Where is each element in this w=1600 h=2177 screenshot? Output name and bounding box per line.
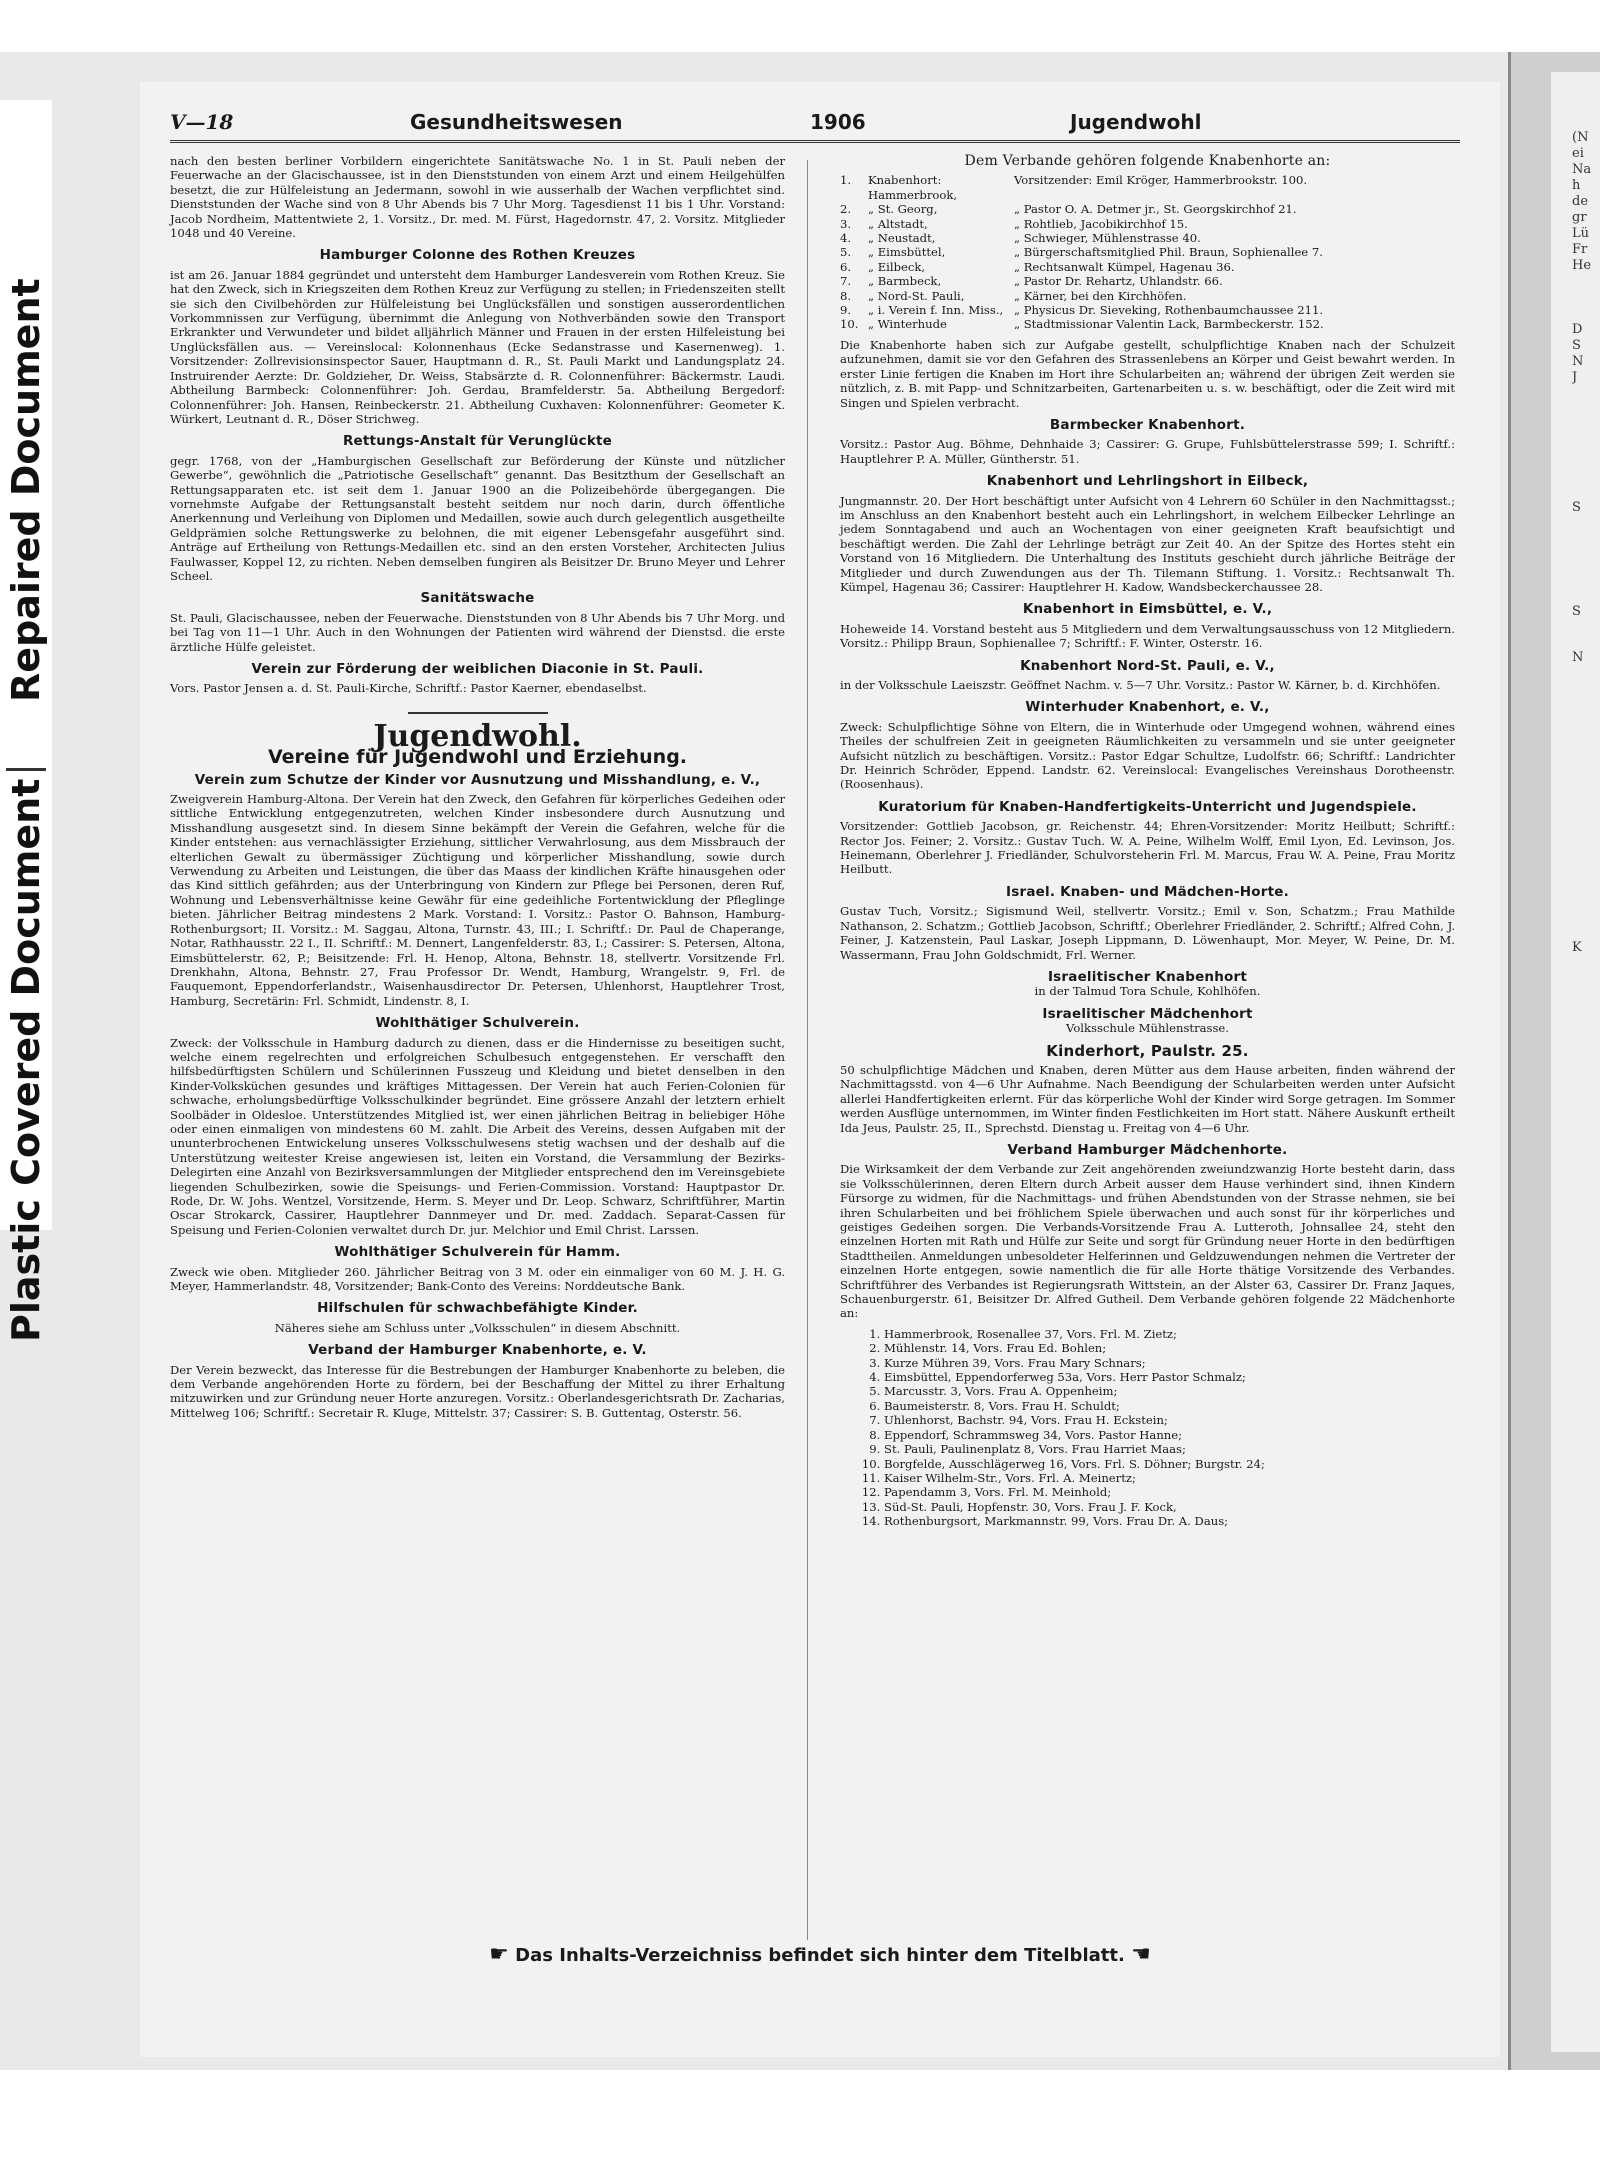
section-text: in der Volksschule Laeiszstr. Geöffnet Nachm. v. 5—7 Uhr. Vorsitz.: Pastor W. Kärner, b. d. Kirchhöfen.: [840, 678, 1441, 692]
section-name: Gesundheitswesen: [410, 110, 623, 134]
section-heading: Israel. Knaben- und Mädchen-Horte.: [1006, 883, 1289, 900]
pointing-hand-icon: ☛: [489, 1942, 509, 1967]
section-text: Gustav Tuch, Vorsitz.; Sigismund Weil, stellvertr. Vorsitz.; Emil v. Son, Schatzm.; Frau Mathilde Nathanson, 2. Schatzm.; Gottlieb Jacobson, Schriftf.; Oberlehrer Friedländer, 2. Schriftf.; Alfred Cohn, J. Feiner, J. Katzenstein, Paul Laskar, Joseph Lippmann, D. Löwenhaupt, Mor. Meyer, W. Peine, Dr. M. Wassermann, Frau John Goldschmidt, Frl. Werner.: [840, 904, 1455, 962]
section-heading: Israelitischer Mädchenhort: [1042, 1005, 1253, 1022]
adjacent-page-text: N: [1572, 650, 1584, 665]
section-text: 50 schulpflichtige Mädchen und Knaben, deren Mütter aus dem Hause arbeiten, finden während der Nachmittagsstd. von 4—6 Uhr Aufnahme. Nach Beendigung der Schularbeiten werden unter Aufsicht allerlei Handfertigkeiten erlernt. Für das körperliche Wohl der Kinder wird Sorge getragen. Im Sommer werden Ausflüge unternommen, im Winter finden Festlichkeiten im Hort statt. Nähere Auskunft ertheilt Ida Jeus, Paulstr. 25, II., Sprechstd. Dienstag u. Freitag von 4—6 Uhr.: [840, 1062, 1455, 1135]
adjacent-page-text: Lü: [1572, 226, 1590, 241]
section-divider: [408, 712, 548, 714]
section-heading: Wohlthätiger Schulverein.: [375, 1015, 580, 1032]
page-number: V—18: [170, 110, 234, 134]
adjacent-page-text: N: [1572, 354, 1584, 369]
adjacent-page-text: gr: [1572, 210, 1587, 225]
maedchenhorte-list: [840, 1327, 1455, 1529]
plastic-covered-label: Plastic Covered Document: [4, 778, 48, 1342]
list-item: 9. St. Pauli, Paulinenplatz 8, Vors. Frau Harriet Maas;: [884, 1442, 1455, 1456]
footer-text: Das Inhalts-Verzeichniss befindet sich hinter dem Titelblatt.: [515, 1945, 1125, 1966]
adjacent-page-text: D: [1572, 322, 1583, 337]
footer-notice: [230, 1942, 1410, 1967]
section-heading: Verband der Hamburger Knabenhorte, e. V.: [308, 1342, 647, 1359]
section-heading: Barmbecker Knabenhort.: [1049, 416, 1246, 433]
section-heading: Wohlthätiger Schulverein für Hamm.: [334, 1244, 621, 1261]
list-item: 2. „ St. Georg, „ Pastor O. A. Detmer jr., St. Georgskirchhof 21.: [840, 202, 1297, 217]
page-header: [170, 104, 1460, 143]
document-label-strip: [0, 100, 52, 1342]
label-divider: [6, 768, 46, 771]
left-column: [170, 154, 785, 1924]
section-text: Jungmannstr. 20. Der Hort beschäftigt unter Aufsicht von 4 Lehrern 60 Schüler in den Nachmittagsst.; im Anschluss an den Knabenhort besteht auch ein Lehrlingshort, in welchem Eilbecker Lehrlinge an jedem Sonntagabend und auch an Wochentagen von einer geeigneten Kraft beaufsichtigt und beschäftigt werden. Die Zahl der Lehrlinge beträgt zur Zeit 40. An der Spitze des Hortes steht ein Vorstand von 16 Mitgliedern. Die Unterhaltung des Instituts geschieht durch jährliche Beiträge der Mitglieder und durch Zuwendungen aus der Th. Tilemann Stiftung. 1. Vorsitz.: Rechtsanwalt Th. Kümpel, Hagenau 36; Cassirer: Hauptlehrer H. Kadow, Wandsbeckerchaussee 28.: [840, 493, 1455, 594]
adjacent-page-text: de: [1572, 194, 1589, 209]
section-text: Vorsitzender: Gottlieb Jacobson, gr. Reichenstr. 44; Ehren-Vorsitzender: Moritz Heilbutt; Schriftf.: Rector Jos. Feiner; 2. Vorsitz.: Gustav Tuch. W. A. Peine, Wilhelm Wolff, Emil Lyon, Ed. Levinson, Jos. Heinemann, Oberlehrer J. Friedländer, Schulvorsteherin Frl. M. Marcus, Frau W. A. Peine, Frau Moritz Heilbutt.: [840, 819, 1455, 877]
list-item: 5. Marcusstr. 3, Vors. Frau A. Oppenheim;: [884, 1384, 1455, 1398]
repaired-document-label: Repaired Document: [4, 278, 48, 702]
section-heading: Hilfschulen für schwachbefähigte Kinder.: [317, 1300, 638, 1317]
list-item: 9. „ i. Verein f. Inn. Miss., „ Physicus Dr. Sieveking, Rothenbaumchaussee 211.: [840, 303, 1324, 318]
year: 1906: [810, 110, 866, 134]
section-heading: Verein zum Schutze der Kinder vor Ausnutzung und Misshandlung, e. V.,: [194, 771, 761, 788]
list-item: 4. Eimsbüttel, Eppendorferweg 53a, Vors. Herr Pastor Schmalz;: [884, 1370, 1455, 1384]
section-heading: Verein zur Förderung der weiblichen Diaconie in St. Pauli.: [251, 661, 704, 677]
newspaper-page: [140, 82, 1500, 2057]
list-item: 10. „ Winterhude „ Stadtmissionar Valentin Lack, Barmbeckerstr. 152.: [840, 317, 1324, 332]
section-text: Vors. Pastor Jensen a. d. St. Pauli-Kirche, Schriftf.: Pastor Kaerner, ebendaselbst.: [170, 681, 647, 696]
adjacent-page-text: ei: [1572, 146, 1584, 161]
section-heading: Hamburger Colonne des Rothen Kreuzes: [319, 247, 636, 264]
adjacent-page-text: He: [1572, 258, 1592, 273]
section-text: Zweck: der Volksschule in Hamburg dadurch zu dienen, dass er die Hindernisse zu beseitigen sucht, welche einem regelrechten und erfolgreichen Schulbesuch entgegenstehen. Er verschafft den hilfsbedürftigsten Schülern und Schülerinnen Fusszeug und Kleidung und bietet denselben in den Kinder-Volksküchen gesundes und kräftiges Mittagessen. Der Verein hat auch Ferien-Colonien für schwache, erholungsbedürftige Volksschulkinder begründet. Eine grössere Anzahl der letztern erhielt Soolbäder in Oldesloe. Unterstützendes Mitglied ist, wer einen jährlichen Beitrag in beliebiger Höhe oder einen einmaligen von mindestens 60 M. zahlt. Die Arbeit des Vereins, dessen Aufgaben mit der ununterbrochenen Entwickelung unseres Volksschulwesens stetig wachsen und der deshalb auf die Unterstützung weitester Kreise angewiesen ist, leiten ein Vorstand, die Versammlung der Bezirks-Delegirten eine Anzahl von Bezirksversammlungen der Mitglieder entsprechend den im Vereinsgebiete liegenden Schulbezirken, sowie die Speisungs- und Ferien-Commission. Vorstand: Hauptpastor Dr. Rode, Dr. W. Johs. Wentzel, Vorsitzende, Herm. S. Meyer und Dr. Leop. Schwarz, Schriftführer, Martin Oscar Strokarck, Cassirer, Hauptlehrer Dannmeyer und Dr. med. Zaddach. Separat-Cassen für Speisung und Ferien-Colonien verwaltet durch Dr. jur. Melchior und Emil Christ. Larssen.: [170, 1035, 785, 1237]
section-text: Näheres siehe am Schluss unter „Volksschulen“ in diesem Abschnitt.: [274, 1320, 681, 1335]
adjacent-page-text: S: [1572, 500, 1581, 515]
list-item: 6. Baumeisterstr. 8, Vors. Frau H. Schuldt;: [884, 1399, 1455, 1413]
topic-name: Jugendwohl: [1070, 110, 1202, 134]
section-heading: Rettungs-Anstalt für Verunglückte: [342, 433, 613, 450]
adjacent-page-text: K: [1572, 940, 1582, 955]
right-column: [840, 154, 1455, 1924]
list-item: 7. „ Barmbeck, „ Pastor Dr. Rehartz, Uhlandstr. 66.: [840, 274, 1223, 289]
list-item: 1. Hammerbrook, Rosenallee 37, Vors. Frl. M. Zietz;: [884, 1327, 1455, 1341]
list-item: 3. Kurze Mühren 39, Vors. Frau Mary Schnars;: [884, 1356, 1455, 1370]
list-item: 5. „ Eimsbüttel, „ Bürgerschaftsmitglied Phil. Braun, Sophienallee 7.: [840, 245, 1323, 260]
adjacent-page-text: S: [1572, 604, 1581, 619]
adjacent-page-text: (N: [1572, 130, 1589, 145]
section-heading: Sanitätswache: [420, 590, 535, 607]
section-heading: Knabenhort in Eimsbüttel, e. V.,: [1022, 601, 1273, 618]
list-item: 11. Kaiser Wilhelm-Str., Vors. Frl. A. Meinertz;: [884, 1471, 1455, 1485]
pointing-hand-icon: ☚: [1131, 1942, 1151, 1967]
section-heading: Knabenhort Nord-St. Pauli, e. V.,: [1020, 657, 1275, 674]
section-heading: Kuratorium für Knaben-Handfertigkeits-Unterricht und Jugendspiele.: [878, 798, 1417, 815]
adjacent-page-text: S: [1572, 338, 1581, 353]
section-heading: Kinderhort, Paulstr. 25.: [1046, 1041, 1249, 1060]
list-item: 8. Eppendorf, Schrammsweg 34, Vors. Pastor Hanne;: [884, 1428, 1455, 1442]
adjacent-page-text: h: [1572, 178, 1581, 193]
section-text: Hoheweide 14. Vorstand besteht aus 5 Mitgliedern und dem Verwaltungsausschuss von 12 Mitgliedern. Vorsitz.: Philipp Braun, Sophienallee 7; Schriftf.: F. Winter, Osterstr. 16.: [840, 621, 1455, 651]
section-text: Vorsitz.: Pastor Aug. Böhme, Dehnhaide 3; Cassirer: G. Grupe, Fuhlsbüttelerstrasse 599; I. Schriftf.: Hauptlehrer P. A. Müller, Güntherstr. 51.: [840, 437, 1455, 466]
section-heading: Knabenhort und Lehrlingshort in Eilbeck,: [986, 473, 1309, 490]
section-text: in der Talmud Tora Schule, Kohlhöfen.: [1034, 984, 1261, 999]
list-item: 14. Rothenburgsort, Markmannstr. 99, Vors. Frau Dr. A. Daus;: [884, 1514, 1455, 1528]
chapter-title: Jugendwohl.: [373, 718, 582, 754]
section-text: St. Pauli, Glacischaussee, neben der Feuerwache. Dienststunden von 8 Uhr Abends bis 7 Uhr Morg. und bei Tag von 11—1 Uhr. Auch in den Wohnungen der Patienten wird während der Dienstsd. die erste ärztliche Hülfe geleistet.: [170, 610, 785, 654]
section-heading: Verband Hamburger Mädchenhorte.: [1007, 1141, 1288, 1158]
list-item: 1. Knabenhort: Hammerbrook, Vorsitzender: Emil Kröger, Hammerbrookstr. 100.: [840, 173, 1308, 202]
adjacent-page-text: J: [1572, 370, 1578, 385]
list-item: 8. „ Nord-St. Pauli, „ Kärner, bei den Kirchhöfen.: [840, 288, 1187, 303]
section-heading: Israelitischer Knabenhort: [1047, 968, 1248, 985]
adjacent-page-text: Fr: [1572, 242, 1588, 257]
section-text: Volksschule Mühlenstrasse.: [1066, 1021, 1229, 1036]
list-item: 4. „ Neustadt, „ Schwieger, Mühlenstrasse 40.: [840, 231, 1201, 246]
adjacent-page-text: Na: [1572, 162, 1592, 177]
list-heading: Dem Verbande gehören folgende Knabenhorte an:: [964, 153, 1331, 169]
column-rule: [807, 160, 808, 1940]
section-text: Zweck: Schulpflichtige Söhne von Eltern, die in Winterhude oder Umgegend wohnen, während eines Theiles der schulfreien Zeit in geeigneten Räumlichkeiten zu versammeln und sie unter geeigneter Aufsicht nützlich zu beschäftigen. Vorsitz.: Pastor Edgar Schultze, Ludolfstr. 66; Schriftf.: Landrichter Dr. Heinrich Schröder, Eppend. Landstr. 62. Vereinslocal: Evangelisches Vereinshaus Dorotheenstr. (Roosenhaus).: [840, 719, 1455, 792]
section-text: ist am 26. Januar 1884 gegründet und untersteht dem Hamburger Landesverein vom Rothen Kreuz. Sie hat den Zweck, sich in Kriegszeiten dem Rothen Kreuz zur Verfügung zu stellen; in Friedenszeiten stellt sie sich den Civilbehörden zur Hülfeleistung bei Unglücksfällen und sonstigen ausserordentlichen Vorkommnissen zur Verfügung, übernimmt die Anlegung von Nothverbänden sowie den Transport Erkrankter und Verwundeter und bildet alljährlich Männer und Frauen in der ersten Hilfeleistung bei Unglücksfällen aus. — Vereinslocal: Kolonnenhaus (Ecke Sedanstrasse und Kasernenweg). 1. Vorsitzender: Zollrevisionsinspector Sauer, Hauptmann d. R., St. Pauli Markt und Landungsplatz 24. Instruirender Aerzte: Dr. Goldzieher, Dr. Weiss, Stabsärzte d. R. Colonnenführer: Bäckermstr. Laudi. Abtheilung Barmbeck: Colonnenführer: Joh. Gerdau, Bramfelderstr. 5a. Abtheilung Bergedorf: Colonnenführer: Joh. Hansen, Reinbeckerstr. 21. Abtheilung Cuxhaven: Kolonnenführer: Geometer K. Würkert, Leutnant d. R., Döser Strichweg.: [170, 267, 785, 426]
section-text: Der Verein bezweckt, das Interesse für die Bestrebungen der Hamburger Knabenhorte zu beleben, die dem Verbande angehörenden Horte zu fördern, bei der Beschaffung der Mittel zu ihrer Erhaltung mitzuwirken und zur Gründung neuer Horte anzuregen. Vorsitz.: Oberlandesgerichtsrath Dr. Zacharias, Mittelweg 106; Schriftf.: Secretair R. Kluge, Mittelstr. 37; Cassirer: S. B. Guttentag, Osterstr. 56.: [170, 1362, 785, 1420]
section-text: gegr. 1768, von der „Hamburgischen Gesellschaft zur Beförderung der Künste und nützlicher Gewerbe“, gewöhnlich die „Patriotische Gesellschaft“ genannt. Das Besitzthum der Gesellschaft an Rettungsapparaten etc. ist seit dem 1. Januar 1900 an die Polizeibehörde übergegangen. Die vornehmste Aufgabe der Rettungsanstalt besteht seitdem nur noch darin, durch öffentliche Anerkennung und Verleihung von Diplomen und Medaillen, sowie auch durch gelegentlich ausgetheilte Geldprämien solche Rettungswerke zu belohnen, die mit eigener Lebensgefahr ausgeführt sind. Anträge auf Ertheilung von Rettungs-Medaillen etc. sind an den ersten Vorsteher, Architecten Julius Faulwasser, Koppel 12, zu richten. Neben demselben fungiren als Beisitzer Dr. Bruno Meyer und Lehrer Scheel.: [170, 453, 785, 583]
intro-paragraph: nach den besten berliner Vorbildern eingerichtete Sanitätswache No. 1 in St. Pauli neben der Feuerwache an der Glacischaussee, ist in den Dienststunden von einem Arzt und einem Heilgehülfen besetzt, die zur Hülfeleistung an Jedermann, sowohl in wie ausserhalb der Wachen verpflichtet sind. Dienststunden der Wache sind von 8 Uhr Abends bis 7 Uhr Morg. Tagesdienst 11 bis 1 Uhr. Vorstand: Jacob Nordheim, Mattentwiete 2, 1. Vorsitz., Dr. med. M. Fürst, Hagedornstr. 47, 2. Vorsitz. Mitglieder 1048 und 40 Vereine.: [170, 154, 785, 241]
list-item: 2. Mühlenstr. 14, Vors. Frau Ed. Bohlen;: [884, 1341, 1455, 1355]
list-item: 10. Borgfelde, Ausschlägerweg 16, Vors. Frl. S. Döhner; Burgstr. 24;: [884, 1457, 1455, 1471]
section-text: Zweigverein Hamburg-Altona. Der Verein hat den Zweck, den Gefahren für körperliches Gedeihen oder sittliche Entwicklung entgegenzutreten, welchen Kinder insbesondere durch Ausnutzung und Misshandlung ausgesetzt sind. In diesem Sinne bekämpft der Verein die Gefahren, welche für die Kinder entstehen: aus vernachlässigter Erziehung, sittlicher Verwahrlosung, aus dem Missbrauch der elterlichen Gewalt zu übermässiger Züchtigung und körperlicher Misshandlung, sowie durch Verwendung zu Arbeiten und Leistungen, die über das Maass der kindlichen Kräfte hinausgehen oder das Kind sittlich gefährden; aus der Unterbringung von Kindern zur Pflege bei Personen, deren Ruf, Wohnung und Lebensverhältnisse keine Gewähr für eine gedeihliche Fortentwicklung der Pfleglinge bieten. Jährlicher Beitrag mindestens 2 Mark. Vorstand: I. Vorsitz.: Pastor O. Bahnson, Hamburg-Rothenburgsort; II. Vorsitz.: M. Saggau, Altona, Turnstr. 43, III.; I. Schriftf.: Dr. Paul de Chaperange, Notar, Rathhausstr. 22 I., II. Schriftf.: M. Dennert, Langenfelderstr. 83, I.; Cassirer: S. Petersen, Altona, Eimsbüttelerstr. 62, P.; Beisitzende: Frl. H. Henop, Altona, Behnstr. 18, stellvertr. Vorsitzende Frl. Drenkhahn, Altona, Behnstr. 27, Frau Professor Dr. Wendt, Hamburg, Wrangelstr. 9, Frl. de Fauquemont, Eppendorferlandstr., Waisenhausdirector Dr. Petersen, Uhlenhorst, Hauptlehrer Trost, Hamburg, Secretärin: Frl. Schmidt, Lindenstr. 8, I.: [170, 792, 785, 1008]
section-heading: Winterhuder Knabenhort, e. V.,: [1025, 699, 1270, 716]
list-item: 3. „ Altstadt, „ Rohtlieb, Jacobikirchhof 15.: [840, 216, 1188, 231]
list-item: 13. Süd-St. Pauli, Hopfenstr. 30, Vors. Frau J. F. Kock,: [884, 1500, 1455, 1514]
section-text: Zweck wie oben. Mitglieder 260. Jährlicher Beitrag von 3 M. oder ein einmaliger von 60 M. J. H. G. Meyer, Hammerlandstr. 48, Vorsitzender; Bank-Conto des Vereins: Norddeutsche Bank.: [170, 1264, 785, 1294]
section-text: Die Wirksamkeit der dem Verbande zur Zeit angehörenden zweiundzwanzig Horte besteht darin, dass sie Volksschülerinnen, deren Eltern durch Arbeit ausser dem Hause verhindert sind, ihnen Kindern Fürsorge zu widmen, für die Nachmittags- und frühen Abendstunden von der Strasse nehmen, sie bei ihren Schularbeiten und bei fröhlichem Spiele überwachen und auch sonst für ihr körperliches und geistiges Gedeihen sorgen. Die Verbands-Vorsitzende Frau A. Lutteroth, Johnsallee 24, steht den einzelnen Horten mit Rath und Hülfe zur Seite und sorgt für Gründung neuer Horte in den bedürftigen Stadttheilen. Anmeldungen unbesoldeter Helferinnen und Geldzuwendungen nehmen die Vertreter der einzelnen Horte entgegen, sowie namentlich die für alle Horte thätige Vorsitzende des Verbandes. Schriftführer des Verbandes ist Regierungsrath Wittstein, an der Alster 63, Cassirer Dr. Franz Jaques, Schauenburgerstr. 61, Beisitzer Dr. Alfred Gutheil. Dem Verbande gehören folgende 22 Mädchenhorte an:: [840, 1162, 1455, 1321]
list-item: 12. Papendamm 3, Vors. Frl. M. Meinhold;: [884, 1485, 1455, 1499]
list-item: 7. Uhlenhorst, Bachstr. 94, Vors. Frau H. Eckstein;: [884, 1413, 1455, 1427]
chapter-subtitle: Vereine für Jugendwohl und Erziehung.: [267, 746, 688, 769]
section-text: Die Knabenhorte haben sich zur Aufgabe gestellt, schulpflichtige Knaben nach der Schulzeit aufzunehmen, damit sie vor den Gefahren des Strassenlebens an Körper und Geist bewahrt werden. In erster Linie fertigen die Knaben im Hort ihre Schularbeiten an; während der übrigen Zeit werden sie nützlich, z. B. mit Papp- und Schnitzarbeiten, Gartenarbeiten u. s. w. beschäftigt, oder die Zeit wird mit Singen und Spielen verbracht.: [840, 337, 1455, 410]
list-item: 6. „ Eilbeck, „ Rechtsanwalt Kümpel, Hagenau 36.: [840, 259, 1235, 274]
